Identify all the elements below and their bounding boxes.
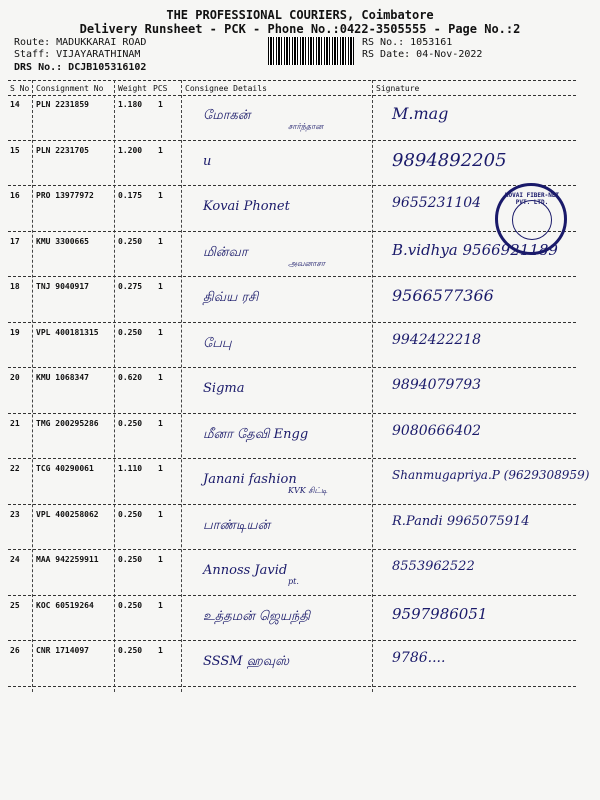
weight-value: 0.250 [118,418,143,428]
table-row [8,185,576,232]
col-weight: Weight [118,84,147,93]
pcs-value: 1 [158,509,163,519]
signature-handwriting: Shanmugapriya.P (9629308959) [392,468,590,482]
rs-date: RS Date: 04-Nov-2022 [362,49,483,60]
weight-value: 0.250 [118,555,143,564]
table-row [8,231,576,278]
staff-label: Staff: VIJAYARATHINAM [14,49,141,60]
consignee-handwriting: SSSM ஹவுஸ் [203,654,290,669]
consignee-handwriting: Kovai Phonet [203,199,290,214]
col-signature: Signature [376,84,420,93]
signature-handwriting: 9597986051 [392,604,488,623]
pcs-value: 1 [158,555,163,564]
consignee-handwriting: பாண்டியன் [203,517,271,533]
consignee-handwriting: u [203,153,212,169]
page-title: THE PROFESSIONAL COURIERS, Coimbatore [166,8,434,22]
consignee-handwriting: Sigma [203,381,245,396]
table-row [8,94,576,141]
weight-value: 0.250 [118,327,143,337]
table-row [8,504,576,551]
pcs-value: 1 [158,418,163,428]
consignment-number: PLN 2231705 [36,145,89,155]
consignment-number: MAA 942259911 [36,555,99,564]
consignment-number: KOC 60519264 [36,600,94,610]
table-row [8,276,576,323]
serial-number: 22 [10,464,20,473]
col-consignee: Consignee Details [185,84,267,93]
pcs-value: 1 [158,600,163,610]
weight-value: 0.250 [118,509,143,519]
serial-number: 23 [10,509,20,519]
consignee-handwriting-note: pt. [288,577,299,586]
table-row [8,549,576,596]
signature-handwriting: R.Pandi 9965075914 [392,513,530,529]
signature-handwriting: 9894079793 [392,377,482,393]
signature-handwriting: 9786.... [392,650,446,666]
table-row [8,413,576,460]
serial-number: 19 [10,327,20,337]
consignee-handwriting: உத்தமன் ஜெயந்தி [203,608,311,624]
consignment-number: TMG 200295286 [36,418,99,428]
consignee-handwriting: Janani fashion [203,472,297,487]
consignment-number: KMU 1068347 [36,373,89,382]
serial-number: 18 [10,282,20,291]
signature-handwriting: B.vidhya 9566921189 [392,240,558,259]
pcs-value: 1 [158,646,163,655]
table-row [8,322,576,369]
consignment-number: VPL 400258062 [36,509,99,519]
table-row [8,140,576,187]
consignment-number: TNJ 9040917 [36,282,89,291]
signature-handwriting: 9080666402 [392,422,482,439]
serial-number: 25 [10,600,20,610]
table-row [8,458,590,505]
consignee-handwriting: Annoss Javid [203,563,288,578]
consignee-handwriting-note: சார்ந்தான [288,122,324,131]
weight-value: 0.175 [118,191,143,200]
drs-number: DRS No.: DCJB105316102 [14,62,147,73]
consignment-number: VPL 400181315 [36,327,99,337]
rs-number: RS No.: 1053161 [362,37,453,48]
col-pcs: PCS [153,84,168,93]
signature-handwriting: 9942422218 [392,331,482,348]
serial-number: 16 [10,191,20,200]
pcs-value: 1 [158,327,163,337]
consignment-number: TCG 40290061 [36,464,94,473]
table-row [8,595,576,642]
serial-number: 26 [10,646,20,655]
serial-number: 15 [10,145,20,155]
weight-value: 1.180 [118,100,143,109]
weight-value: 0.250 [118,600,143,610]
barcode [268,37,354,65]
col-sno: S No [10,84,30,93]
serial-number: 24 [10,555,20,564]
consignee-handwriting: மின்வா [203,244,248,260]
consignee-handwriting: மோகன் [203,108,251,123]
consignee-handwriting-note: அவனாசா [288,258,326,268]
pcs-value: 1 [158,100,163,109]
weight-value: 1.110 [118,464,143,473]
consignment-number: CNR 1714097 [36,646,89,655]
pcs-value: 1 [158,464,163,473]
table-row [8,640,576,687]
serial-number: 21 [10,418,20,428]
weight-value: 0.620 [118,373,143,382]
col-consignment: Consignment No [36,84,104,93]
consignee-handwriting: திவ்ய ரசி [203,290,259,305]
signature-handwriting: 8553962522 [392,559,475,574]
consignee-handwriting: பேபு [203,335,232,351]
consignment-number: PLN 2231859 [36,100,89,109]
serial-number: 14 [10,100,20,109]
serial-number: 17 [10,236,20,246]
signature-handwriting: M.mag [392,104,449,123]
pcs-value: 1 [158,282,163,291]
company-stamp [495,183,567,255]
page-subtitle: Delivery Runsheet - PCK - Phone No.:0422-3505555 - Page No.:2 [79,22,521,36]
table-row [8,367,576,414]
weight-value: 0.275 [118,282,143,291]
weight-value: 0.250 [118,236,143,246]
signature-handwriting: 9894892205 [392,149,507,171]
pcs-value: 1 [158,236,163,246]
consignee-handwriting: மீனா தேவி Engg [203,426,309,442]
consignment-number: KMU 3300665 [36,236,89,246]
weight-value: 0.250 [118,646,143,655]
stamp-inner-ring [512,200,552,240]
stamp-text: KOVAI FIBER-NET PVT. LTD. [504,192,560,206]
consignment-number: PRO 13977972 [36,191,94,200]
pcs-value: 1 [158,373,163,382]
pcs-value: 1 [158,145,163,155]
weight-value: 1.200 [118,145,143,155]
pcs-value: 1 [158,191,163,200]
consignee-handwriting-note: KVK சிட்டி [288,486,328,495]
signature-handwriting: 9655231104 [392,195,482,211]
serial-number: 20 [10,373,20,382]
signature-handwriting: 9566577366 [392,286,494,305]
route-label: Route: MADUKKARAI ROAD [14,37,147,48]
